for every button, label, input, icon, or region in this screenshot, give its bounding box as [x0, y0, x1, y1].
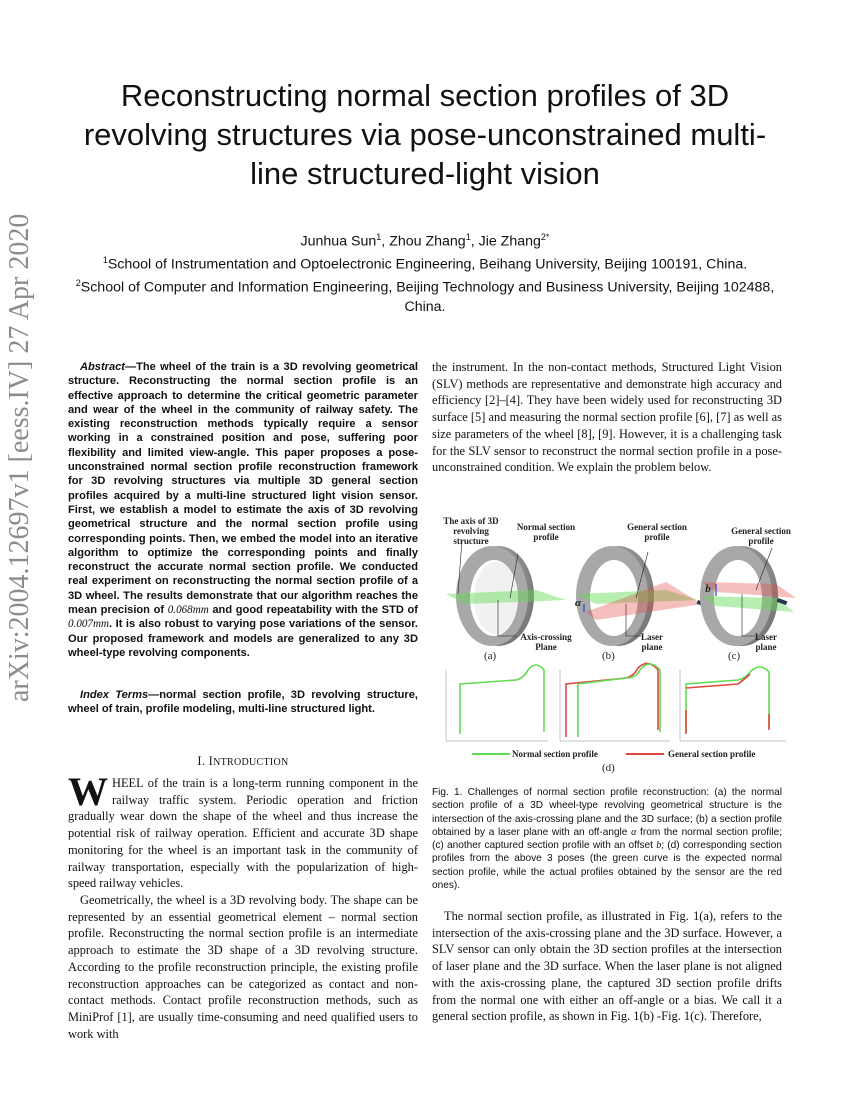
- index-terms: [68, 688, 418, 717]
- caption-math: b: [656, 840, 662, 852]
- abstract-text: —The wheel of the train is a 3D revolving geometrical structure. Reconstructing the normal section profile is an effective approach to determine the critical geometric parameter and wear of the wheel in the community of railway safety. The existing reconstruction methods typically require a sensor working in a constrained position and pose, suffering poor flexibility and limited view-angle. This paper proposes a pose-unconstrained normal section profile reconstruction framework for 3D revolving structures via multiple 3D general section profiles acquired by a multi-line structured light vision sensor. First, we establish a model to estimate the axis of 3D revolving geometrical structure and the normal section profile using corresponding points. Then, we embed the model into an iterative algorithm to optimize the corresponding points and finally reconstruct the accurate normal section profile. We conducted real experiment on reconstructing the normal section profile of a 3D wheel. The results demonstrate that our algorithm reaches the mean precision of: [68, 361, 418, 617]
- label-b: b: [705, 583, 711, 595]
- wheel-c-icon: [700, 546, 796, 646]
- index-terms-label: Index Terms: [80, 689, 149, 701]
- affiliation-mark: 1: [376, 232, 382, 242]
- intro-paragraph-3: the instrument. In the non-contact methods, Structured Light Vision (SLV) methods are representative and demonstrate high accuracy and efficiency [2]–[4]. They have been widely used for reconstructing 3D surface [5] and measuring the normal section profile [6], [7] as well as size parameters of the wheel [8], [9]. However, it is a challenging task for the SLV sensor to reconstruct the normal section profile in a pose-unconstrained condition. We explain the problem below.: [432, 360, 782, 475]
- abstract-label: Abstract: [80, 361, 126, 373]
- section-number: I.: [197, 754, 206, 768]
- label-alpha: α: [574, 597, 582, 609]
- affiliation-mark: 2*: [540, 232, 550, 242]
- paragraph-text: HEEL of the train is a long-term running component in the railway traffic system. Periodic operation and friction gradually wear down the shape of the wheel and thus increase the potential risk of railway operation. Efficient and accurate 3D shape monitoring for the wheel is an important task in the community of railway transportation, especially with the popularization of high-speed railway vehicles.: [68, 776, 418, 891]
- section-title: NTRODUCTION: [213, 757, 289, 768]
- label-general-b: General section profile: [627, 522, 687, 542]
- caption-text: Challenges of normal section profile reconstruction: (a) the normal section profile of a 3D wheel-type revolving geometrical structure is the intersection of the axis-crossing plane and the 3D surface; (b) a section profile obtained by a laser plane with an off-angle: [432, 787, 782, 838]
- caption-math: α: [631, 826, 637, 838]
- abstract-text: and good repeatability with the STD of: [208, 604, 418, 617]
- affiliation-1: [60, 251, 790, 274]
- legend-normal-label: Normal section profile: [512, 749, 598, 759]
- abstract: [68, 360, 418, 660]
- subfig-label-b: (b): [602, 650, 615, 662]
- caption-text: from the normal section profile; (c) another captured section profile with an offset: [432, 826, 782, 852]
- intro-paragraph-4: The normal section profile, as illustrated in Fig. 1(a), refers to the intersection of the axis-crossing plane and the 3D surface. However, a SLV sensor can only obtain the 3D section profiles at the intersection of laser plane and the 3D surface. When the laser plane is not aligned with the axis-crossing plane, the captured 3D section profile drifts from the normal one with either an off-angle or a bias. We call it a general section profile, as shown in Fig. 1(b) -Fig. 1(c). Therefore,: [432, 909, 782, 1024]
- label-normal-profile: Normal section profile: [516, 522, 576, 542]
- subfig-label-c: (c): [728, 650, 741, 662]
- precision-value: 0.068mm: [167, 604, 209, 617]
- section-heading: [68, 754, 418, 769]
- figure-1-graphic: [436, 512, 796, 780]
- author-name: Zhou Zhang: [389, 233, 466, 250]
- section-title: I: [208, 754, 214, 768]
- caption-text: ; (d) corresponding section profiles from the above 3 poses (the green curve is the expected normal section profile, while the actual profiles obtained by the sensor are the red ones).: [432, 840, 782, 892]
- paper-title: Reconstructing normal section profiles of 3D revolving structures via pose-unconstrained multi-line structured-light vision: [83, 78, 767, 191]
- author-name: Jie Zhang: [478, 233, 541, 250]
- affiliation-mark: 1: [465, 232, 471, 242]
- label-axis-plane: Axis-crossing Plane: [520, 632, 572, 652]
- index-terms-text: —normal section profile, 3D revolving structure, wheel of train, profile modeling, multi-line structured light.: [68, 689, 418, 716]
- caption-label: Fig. 1.: [432, 787, 463, 798]
- author-block: [60, 228, 790, 316]
- intro-paragraph-1: [68, 769, 418, 892]
- label-general-c: General section profile: [731, 526, 791, 546]
- label-laser-c: Laser plane: [755, 632, 777, 652]
- abstract-text: . It is also robust to varying pose variations of the sensor. Our proposed framework and models are generalized to any 3D wheel-type revolving components.: [68, 618, 418, 659]
- wheel-a-icon: [446, 540, 566, 646]
- affiliation-2: [60, 274, 790, 316]
- affiliation-text: School of Instrumentation and Optoelectronic Engineering, Beihang University, Beijing 100191, China.: [107, 256, 748, 273]
- affiliation-mark: 1: [102, 255, 108, 266]
- profile-plot-1: [446, 665, 548, 741]
- subfig-label-d: (d): [602, 762, 615, 774]
- affiliation-mark: 2: [75, 278, 81, 289]
- std-value: 0.007mm: [68, 618, 109, 631]
- legend-general-label: General section profile: [668, 749, 756, 759]
- figure-caption: [432, 786, 782, 892]
- figure-1: [436, 512, 796, 780]
- subfig-label-a: (a): [484, 650, 497, 662]
- profile-plot-3: [680, 667, 786, 741]
- drop-cap: W: [68, 769, 108, 814]
- affiliation-text: School of Computer and Information Engineering, Beijing Technology and Business University, Beijing 102488, China.: [80, 280, 775, 315]
- author-list: Junhua Sun$^1$, Zhou Zhang$^1$, Jie Zhang$^{2*}$: [300, 232, 550, 250]
- author-name: Junhua Sun: [300, 233, 377, 250]
- label-laser-b: Laser plane: [641, 632, 663, 652]
- profile-plot-2: [560, 663, 670, 741]
- intro-paragraph-2: Geometrically, the wheel is a 3D revolving body. The shape can be represented by an essential geometrical element – normal section profile. Reconstructing the normal section profile is an intermediate approach to estimate the 3D shape of a 3D revolving structure. According to the profile reconstruction principle, the existing profile reconstruction approaches can be categorized as contact and non-contact methods. Contact profile reconstruction methods, such as MiniProf [1], are usually time-consuming and need qualified users to work with: [68, 893, 418, 1041]
- wheel-b-icon: [576, 546, 709, 646]
- arxiv-stamp: arXiv:2004.12697v1 [eess.IV] 27 Apr 2020: [4, 213, 35, 702]
- label-axis: The axis of 3D revolving structure: [443, 516, 499, 546]
